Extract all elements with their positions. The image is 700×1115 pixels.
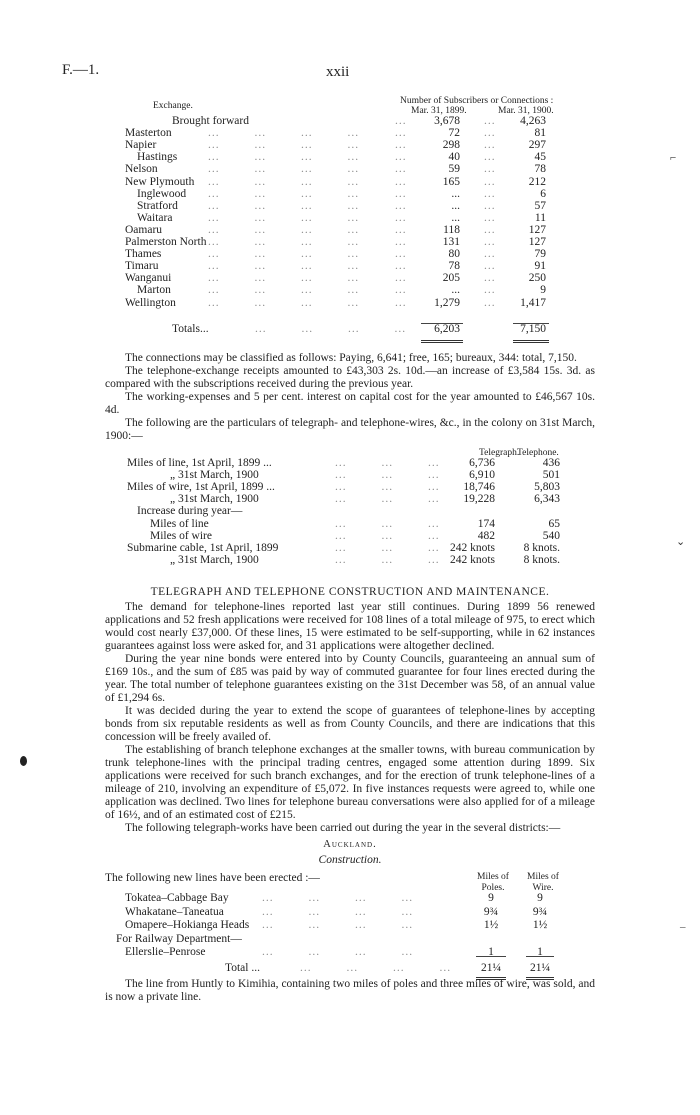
telephone-value: 5,803 <box>534 481 560 494</box>
auckland-row <box>0 946 700 960</box>
wire-column-heading: Miles of Wire. <box>527 872 559 893</box>
wires-label: „ 31st March, 1900 <box>170 469 259 482</box>
leader-dots: ... ... ... <box>335 469 440 482</box>
wires-label: Miles of line, 1st April, 1899 ... <box>127 457 272 469</box>
exchange-name: Timaru <box>125 260 159 273</box>
auckland-heading: Auckland. <box>323 839 377 850</box>
leader-dots: ... ... ... ... <box>208 223 360 236</box>
paragraph: The following are the particulars of telegraph- and telephone-wires, &c., in the colony on 31st March, 1900:— <box>105 417 595 442</box>
exchange-name: Palmerston North <box>125 236 207 248</box>
exchange-name: Napier <box>125 139 157 152</box>
telegraph-value: 482 <box>477 529 495 542</box>
poles-value: 9 <box>488 892 494 904</box>
leader-dots: ... ... ... ... <box>208 199 360 212</box>
page-reference: F.—1. <box>62 62 100 78</box>
leader-dots: ... ... ... ... <box>262 892 414 904</box>
leader-dots: ... <box>484 199 496 212</box>
auckland-row <box>0 892 700 906</box>
value-1899: 78 <box>448 260 460 273</box>
telegraph-value: 174 <box>477 517 495 530</box>
telegraph-value: 242 knots <box>449 541 495 554</box>
leader-dots: ... ... ... ... <box>208 175 360 188</box>
leader-dots: ... <box>395 127 407 140</box>
value-1899: ... <box>451 187 460 200</box>
telephone-value: 6,343 <box>534 493 560 506</box>
leader-dots: ... ... ... ... <box>262 919 414 931</box>
leader-dots: ... <box>395 284 407 297</box>
leader-dots: ... <box>484 187 496 200</box>
paragraph: The following telegraph-works have been carried out during the year in the several districts:— <box>125 822 561 834</box>
value-1899: 72 <box>448 127 460 140</box>
leader-dots: ... <box>395 139 407 152</box>
exchange-name: Oamaru <box>125 223 163 236</box>
line-name: Ellerslie–Penrose <box>125 946 206 958</box>
leader-dots: ... <box>484 175 496 188</box>
total-1899: 6,203 <box>434 323 460 335</box>
paragraph: The demand for telephone-lines reported last year still continues. During 1899 56 renewed applications and 52 fresh applications were received for 108 lines of a total mileage of 975, to erect which would cost nearly £37,000. Of these lines, 15 were estimated to be self-supporting, while in 62 instances guarantees against loss were asked for, and 31 applications were altogether declined. <box>105 601 595 652</box>
paragraph: The connections may be classified as follows: Paying, 6,641; free, 165; bureaux, 344: total, 7,150. <box>125 352 577 364</box>
paragraph: The working-expenses and 5 per cent. interest on capital cost for the year amounted to £46,567 10s. 4d. <box>105 391 595 416</box>
poles-value: 1 <box>488 946 494 958</box>
value-1899: ... <box>451 284 460 297</box>
wires-label: „ 31st March, 1900 <box>170 553 259 566</box>
value-1900: 4,263 <box>520 115 546 127</box>
leader-dots: ... <box>484 236 496 248</box>
paragraphs-connections <box>105 352 595 443</box>
leader-dots: ... <box>395 187 407 200</box>
double-rule-1899 <box>421 340 463 343</box>
value-1899: 40 <box>448 151 460 164</box>
leader-dots: ... <box>484 127 496 140</box>
construction-subheading: Construction. <box>318 854 382 866</box>
exchange-name: Wellington <box>125 296 176 309</box>
wire-value: 9¾ <box>532 905 548 918</box>
telephone-column-heading: Telephone. <box>517 448 559 458</box>
exchange-name: Hastings <box>137 151 178 164</box>
leader-dots: ... ... ... <box>335 457 440 469</box>
exchange-name: Marton <box>137 284 171 297</box>
telegraph-value: 18,746 <box>463 481 495 494</box>
value-1899: 205 <box>442 272 460 285</box>
section-heading: TELEGRAPH AND TELEPHONE CONSTRUCTION AND MAINTENANCE. <box>150 586 550 598</box>
leader-dots: ... ... ... ... <box>300 962 452 974</box>
leader-dots: ... ... ... <box>335 529 440 542</box>
leader-dots: ... <box>395 223 407 236</box>
poles-value: 9¾ <box>483 905 499 918</box>
leader-dots: ... <box>395 199 407 212</box>
value-1900: 297 <box>528 139 546 152</box>
value-1900: 1,417 <box>520 296 546 309</box>
exchange-name: Wanganui <box>125 272 172 285</box>
leader-dots: ... ... ... <box>335 481 440 494</box>
wires-label: „ 31st March, 1900 <box>170 493 259 506</box>
paragraph: The establishing of branch telephone exchanges at the smaller towns, with bureau communication by trunk telephone-lines with the principal trading centres, engaged some attention during 1899. Six applications were received for such branch exchanges, and for the erection of trunk telephone-lines of a mileage of 210, involving an expenditure of £5,072. In five instances requests were agreed to, while one application was declined. Two lines for telephone bureau conversations were also applied for of a mileage of 16½, and of an estimated cost of £215. <box>105 744 595 821</box>
new-lines-intro: The following new lines have been erected :— <box>105 872 320 884</box>
telephone-value: 436 <box>542 457 560 469</box>
value-1900: 45 <box>534 151 546 164</box>
leader-dots: ... <box>395 248 407 261</box>
leader-dots: ... ... ... ... <box>208 260 360 273</box>
poles-value: 1½ <box>483 919 499 931</box>
wires-label: Increase during year— <box>137 505 243 518</box>
total-wire: 21¼ <box>529 962 551 974</box>
exchange-totals-row <box>0 323 700 337</box>
leader-dots: ... <box>484 296 496 309</box>
leader-dots: ... <box>484 115 496 127</box>
line-name: Tokatea–Cabbage Bay <box>125 892 229 904</box>
leader-dots: ... <box>484 272 496 285</box>
leader-dots: ... ... ... ... <box>262 946 414 958</box>
value-1899: 118 <box>443 223 460 236</box>
wire-value: 9 <box>537 892 543 904</box>
value-1900: 6 <box>540 187 546 200</box>
col-1900-heading: Mar. 31, 1900. <box>498 106 554 116</box>
telegraph-value: 19,228 <box>463 493 495 506</box>
leader-dots: ... ... ... ... <box>208 296 360 309</box>
value-1899: 1,279 <box>434 296 460 309</box>
wires-row <box>0 554 700 568</box>
telegraph-value: 6,736 <box>469 457 495 469</box>
leader-dots: ... ... ... ... <box>208 151 360 164</box>
leader-dots: ... ... ... ... <box>208 236 360 248</box>
auckland-total-row <box>0 962 700 976</box>
leader-dots: ... ... ... ... <box>208 139 360 152</box>
leader-dots: ... <box>395 211 407 224</box>
value-1899: ... <box>451 199 460 212</box>
leader-dots: ... ... ... <box>335 493 440 506</box>
leader-dots: ... ... ... <box>335 541 440 554</box>
leader-dots: ... <box>395 175 407 188</box>
totals-label: Totals... <box>172 323 209 335</box>
telephone-value: 540 <box>542 529 560 542</box>
leader-dots: ... ... ... ... <box>208 163 360 176</box>
subscribers-column-heading: Number of Subscribers or Connections : <box>400 96 554 106</box>
exchange-name: Brought forward <box>172 115 249 127</box>
total-label: Total ... <box>225 962 260 974</box>
leader-dots: ... <box>484 248 496 261</box>
telephone-value: 8 knots. <box>523 553 560 566</box>
exchange-name: Masterton <box>125 127 172 140</box>
value-1899: 165 <box>442 175 460 188</box>
leader-dots: ... <box>395 296 407 309</box>
leader-dots: ... <box>395 236 407 248</box>
exchange-name: Thames <box>125 248 162 261</box>
wire-value: 1 <box>537 946 543 958</box>
total-1900: 7,150 <box>520 323 546 335</box>
wires-label: Miles of line <box>150 517 209 530</box>
value-1900: 57 <box>534 199 546 212</box>
telephone-value: 501 <box>542 469 560 482</box>
value-1900: 127 <box>528 236 546 248</box>
leader-dots: ... <box>484 284 496 297</box>
telegraph-column-heading: Telegraph. <box>479 448 520 458</box>
leader-dots: ... <box>395 151 407 164</box>
exchange-name: New Plymouth <box>125 175 195 188</box>
leader-dots: ... <box>484 260 496 273</box>
wire-value: 1½ <box>532 919 548 931</box>
leader-dots: ... <box>484 139 496 152</box>
value-1900: 250 <box>528 272 546 285</box>
scan-mark: – <box>680 921 686 933</box>
line-name: For Railway Department— <box>116 932 242 945</box>
value-1899: 131 <box>442 236 460 248</box>
value-1900: 212 <box>528 175 546 188</box>
exchange-column-heading: Exchange. <box>153 101 193 111</box>
total-poles: 21¼ <box>480 962 502 974</box>
value-1899: ... <box>451 211 460 224</box>
leader-dots: ... ... ... ... <box>208 211 360 224</box>
paragraphs-construction <box>105 601 595 835</box>
auckland-row <box>0 933 700 947</box>
line-name: Whakatane–Taneatua <box>125 905 224 918</box>
paragraph: The line from Huntly to Kimihia, containing two miles of poles and three miles of wire, was sold, and is now a private line. <box>105 978 595 1003</box>
leader-dots: ... ... ... ... <box>208 248 360 261</box>
exchange-name: Nelson <box>125 163 158 176</box>
closing-paragraph <box>105 978 595 1004</box>
exchange-name: Stratford <box>137 199 178 212</box>
value-1900: 79 <box>534 248 546 261</box>
value-1899: 59 <box>448 163 460 176</box>
leader-dots: ... <box>395 260 407 273</box>
telegraph-value: 242 knots <box>449 553 495 566</box>
leader-dots: ... <box>395 272 407 285</box>
leader-dots: ... ... ... ... <box>255 323 407 335</box>
rule-wire <box>526 956 554 957</box>
value-1900: 11 <box>534 211 546 224</box>
value-1900: 81 <box>534 127 546 140</box>
page-number: xxii <box>326 64 350 80</box>
leader-dots: ... ... ... ... <box>208 272 360 285</box>
rule-poles <box>476 956 506 957</box>
leader-dots: ... <box>484 163 496 176</box>
value-1900: 127 <box>528 223 546 236</box>
line-name: Omapere–Hokianga Heads <box>125 919 250 931</box>
leader-dots: ... ... ... ... <box>208 187 360 200</box>
leader-dots: ... ... ... <box>335 553 440 566</box>
leader-dots: ... <box>484 151 496 164</box>
value-1899: 3,678 <box>434 115 460 127</box>
leader-dots: ... ... ... ... <box>208 284 360 297</box>
exchange-name: Waitara <box>137 211 173 224</box>
telegraph-value: 6,910 <box>469 469 495 482</box>
leader-dots: ... ... ... ... <box>208 127 360 140</box>
telephone-value: 65 <box>548 517 560 530</box>
auckland-row <box>0 906 700 920</box>
leader-dots: ... <box>484 211 496 224</box>
scan-mark: ⌐ <box>670 152 677 164</box>
wires-label: Miles of wire <box>150 529 212 542</box>
paragraph: The telephone-exchange receipts amounted to £43,303 2s. 10d.—an increase of £3,584 15s. 3d. as compared with the subscriptions received during the previous year. <box>105 365 595 390</box>
leader-dots: ... <box>395 115 407 127</box>
exchange-row <box>0 297 700 311</box>
value-1899: 298 <box>442 139 460 152</box>
paragraph: During the year nine bonds were entered into by County Councils, guaranteeing an annual sum of £169 10s., and the sum of £85 was paid by way of commuted guarantee for four lines erected during the year. The total number of telephone guarantees existing on the 31st December was 58, of an annual value of £1,294 6s. <box>105 653 595 704</box>
value-1900: 78 <box>534 163 546 176</box>
value-1900: 91 <box>534 260 546 273</box>
paragraph: It was decided during the year to extend the scope of guarantees of telephone-lines by accepting bonds from six reputable residents as well as from County Councils, and there are indications that this concession will be freely availed of. <box>105 705 595 743</box>
col-1899-heading: Mar. 31, 1899. <box>411 106 467 116</box>
leader-dots: ... <box>395 163 407 176</box>
exchange-name: Inglewood <box>137 187 187 200</box>
double-rule-1900 <box>513 340 549 343</box>
poles-column-heading: Miles of Poles. <box>477 872 509 893</box>
wires-label: Submarine cable, 1st April, 1899 <box>127 541 279 554</box>
scan-dot <box>20 756 27 766</box>
value-1900: 9 <box>540 284 546 297</box>
leader-dots: ... ... ... ... <box>262 905 414 918</box>
leader-dots: ... ... ... <box>335 517 440 530</box>
wires-label: Miles of wire, 1st April, 1899 ... <box>127 481 275 494</box>
scan-mark: ⌄ <box>676 536 686 548</box>
leader-dots: ... <box>484 223 496 236</box>
auckland-row <box>0 919 700 933</box>
telephone-value: 8 knots. <box>523 541 560 554</box>
value-1899: 80 <box>448 248 460 261</box>
